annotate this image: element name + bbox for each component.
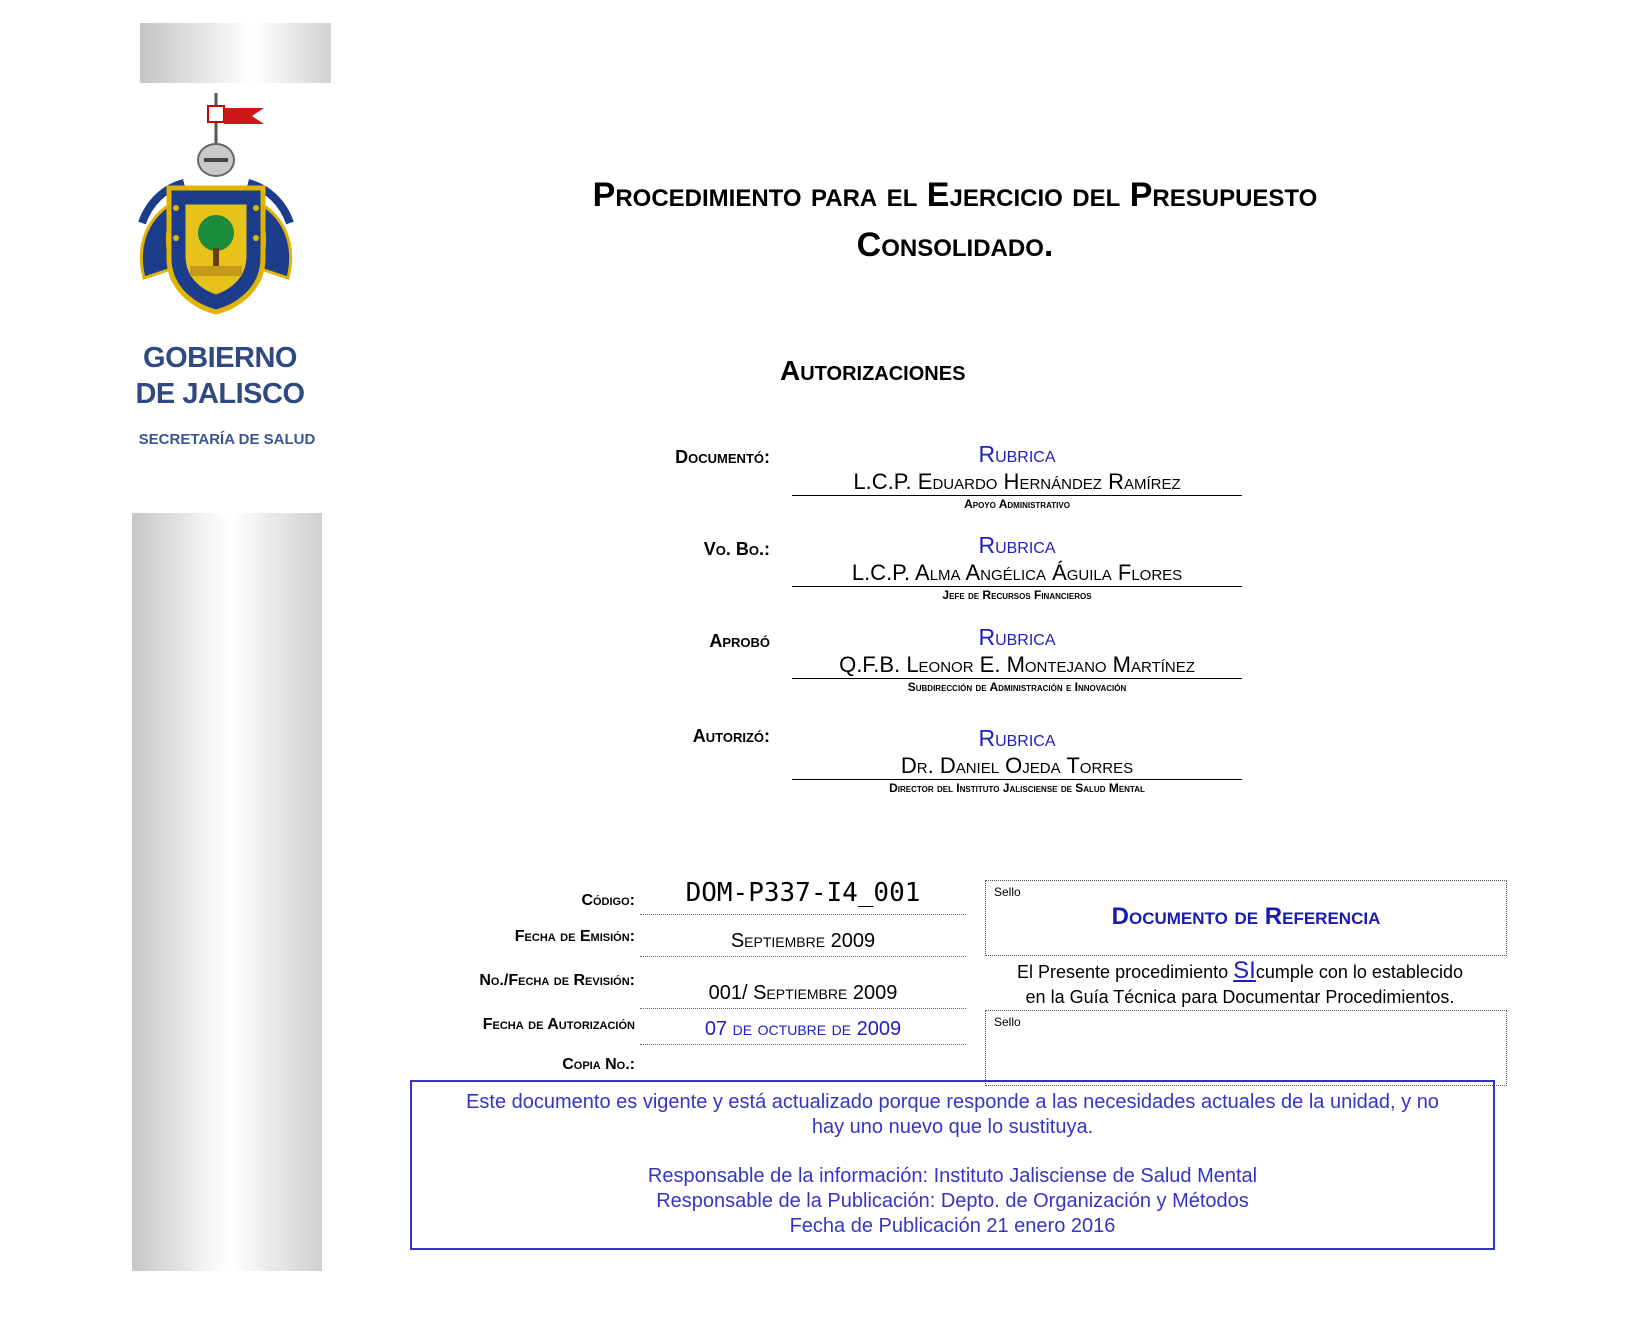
notice-line5: Fecha de Publicación 21 enero 2016: [789, 1215, 1116, 1237]
signature-label-documento: Documentó:: [675, 447, 770, 467]
notice-line4: Responsable de la Publicación: Depto. de Organización y Métodos: [656, 1190, 1249, 1212]
notice-line2: hay uno nuevo que lo sustituya.: [811, 1116, 1094, 1138]
signature-label-vobo: Vo. Bo.:: [703, 539, 770, 559]
codigo-value: DOM-P337-I4_001: [640, 878, 966, 915]
signature-block-aprobo: [792, 623, 1242, 695]
notice-line1: Este documento es vigente y está actualizado porque responde a las necesidades actuales de la unidad, y no: [466, 1091, 1439, 1113]
signature-rubrica: Rubrica: [978, 441, 1056, 467]
autorizacion-value: 07 de octubre de 2009: [640, 1018, 966, 1045]
stamp-box-seal: [985, 1010, 1507, 1086]
signature-rubrica: Rubrica: [978, 725, 1056, 751]
emision-value: Septiembre 2009: [640, 930, 966, 957]
compliance-line2: en la Guía Técnica para Documentar Procedimientos.: [1025, 987, 1455, 1007]
authorizations-heading: Autorizaciones: [780, 355, 966, 386]
validity-notice: [410, 1080, 1495, 1250]
sello-label: Sello: [994, 1015, 1021, 1029]
signature-role: Subdirección de Administración e Innovación: [907, 680, 1127, 694]
document-reference-title: Documento de Referencia: [1111, 903, 1381, 930]
notice-line3: Responsable de la información: Instituto Jalisciense de Salud Mental: [647, 1165, 1258, 1187]
signature-block-vobo: [792, 531, 1242, 603]
copia-label: Copia No.:: [562, 1056, 635, 1073]
revision-label: No./Fecha de Revisión:: [479, 972, 635, 989]
signature-name: L.C.P. Alma Angélica Águila Flores: [792, 559, 1242, 587]
signature-rubrica: Rubrica: [978, 532, 1056, 558]
signature-name: Dr. Daniel Ojeda Torres: [792, 752, 1242, 780]
signature-block-autorizo: [792, 724, 1242, 796]
compliance-line1: [980, 958, 1500, 985]
signature-name: Q.F.B. Leonor E. Montejano Martínez: [792, 651, 1242, 679]
secretaria-label: SECRETARÍA DE SALUD: [138, 431, 316, 448]
decorative-top-bar: [140, 23, 331, 83]
page-title-line1: Procedimiento para el Ejercicio del Presupuesto: [592, 176, 1318, 214]
compliance-answer: SI: [1233, 957, 1256, 984]
revision-value: 001/ Septiembre 2009: [640, 982, 966, 1009]
sello-label: Sello: [994, 885, 1021, 899]
page-title-line2: Consolidado.: [856, 226, 1054, 264]
government-name-line1: GOBIERNO: [143, 342, 297, 374]
compliance-post: cumple con lo establecido: [1255, 962, 1463, 982]
compliance-statement: [980, 958, 1500, 1010]
signature-rubrica: Rubrica: [978, 624, 1056, 650]
page-title: [440, 170, 1470, 270]
decorative-side-bar: [132, 513, 322, 1271]
signature-role: Apoyo Administrativo: [964, 497, 1070, 511]
stamp-box-reference: [985, 880, 1507, 956]
signature-role: Director del Instituto Jalisciense de Salud Mental: [889, 781, 1145, 795]
copia-value: [640, 1054, 966, 1081]
government-name: [120, 340, 320, 412]
jalisco-coat-of-arms-icon: [124, 88, 308, 332]
signature-name: L.C.P. Eduardo Hernández Ramírez: [792, 468, 1242, 496]
signature-role: Jefe de Recursos Financieros: [942, 588, 1092, 602]
signature-block-documento: [792, 440, 1242, 512]
emision-label: Fecha de Emisión:: [514, 928, 635, 945]
signature-label-aprobo: Aprobó: [709, 631, 770, 651]
signature-label-autorizo: Autorizó:: [692, 726, 770, 746]
autorizacion-label: Fecha de Autorización: [482, 1016, 635, 1033]
government-name-line2: DE JALISCO: [135, 378, 305, 410]
codigo-label: Código:: [581, 892, 635, 909]
compliance-pre: El Presente procedimiento: [1017, 962, 1229, 982]
